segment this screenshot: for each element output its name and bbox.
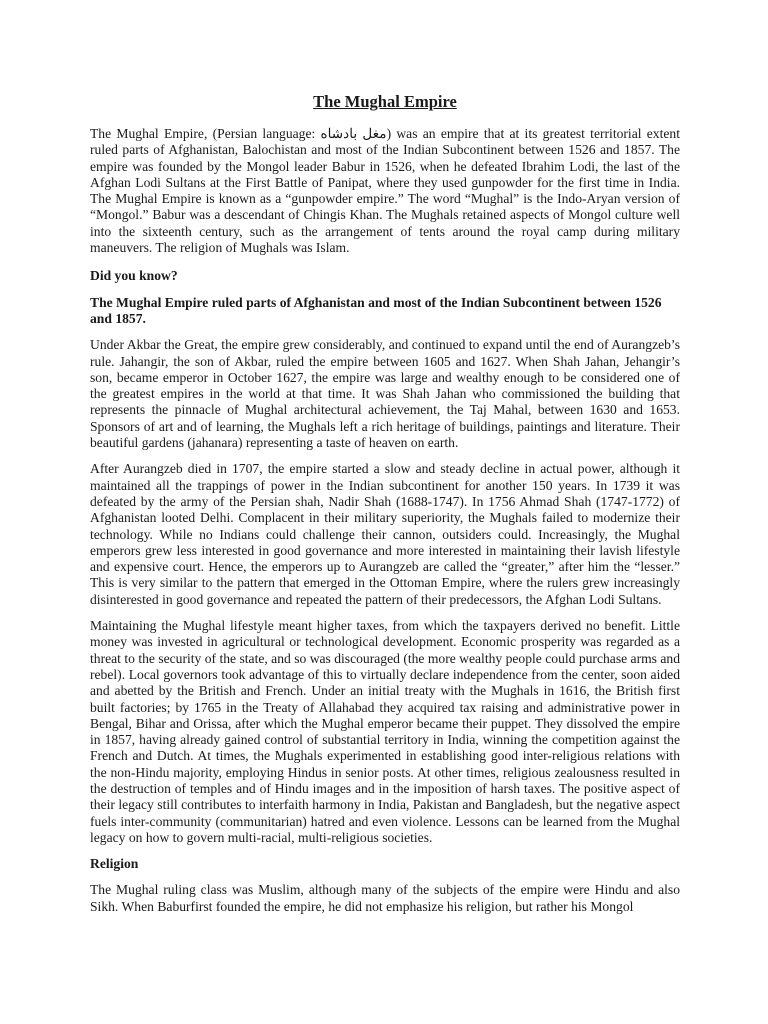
- document-title: The Mughal Empire: [313, 92, 457, 111]
- intro-paragraph: The Mughal Empire, (Persian language: مغل بادشاه) was an empire that at its greatest territorial extent ruled parts of Afghanistan, Balochistan and most of the Indian Subcontinent between 1526 and 1857. The empire was founded by the Mongol leader Babur in 1526, when he defeated Ibrahim Lodi, the last of the Afghan Lodi Sultans at the First Battle of Panipat, where they used gunpowder for the first time in India. The Mughal Empire is known as a “gunpowder empire.” The word “Mughal” is the Indo-Aryan version of “Mongol.” Babur was a descendant of Chingis Khan. The Mughals retained aspects of Mongol culture well into the sixteenth century, such as the arrangement of tents around the royal camp during military maneuvers. The religion of Mughals was Islam.: [90, 126, 680, 256]
- religion-heading: Religion: [90, 856, 139, 872]
- did-you-know-heading: Did you know?: [90, 268, 178, 284]
- religion-paragraph: The Mughal ruling class was Muslim, although many of the subjects of the empire were Hindu and also Sikh. When Baburfirst founded the empire, he did not emphasize his religion, but rather his Mongol: [90, 882, 680, 914]
- did-you-know-text: The Mughal Empire ruled parts of Afghanistan and most of the Indian Subcontinent between 1526 and 1857.: [90, 294, 662, 326]
- decline-paragraph: After Aurangzeb died in 1707, the empire started a slow and steady decline in actual power, although it maintained all the trappings of power in the Indian subcontinent for another 150 years. In 1739 it was defeated by the army of the Persian shah, Nadir Shah (1688-1747). In 1756 Ahmad Shah (1747-1772) of Afghanistan looted Delhi. Complacent in their military superiority, the Mughals failed to modernize their technology. While no Indians could challenge their cannon, outsiders could. Increasingly, the Mughal emperors grew less interested in good governance and more interested in maintaining their lavish lifestyle and expensive court. Hence, the emperors up to Aurangzeb are called the “greater,” after him the “lesser.” This is very similar to the pattern that emerged in the Ottoman Empire, where the rulers grew increasingly disinterested in good governance and repeated the pattern of their predecessors, the Afghan Lodi Sultans.: [90, 461, 680, 607]
- akbar-paragraph: Under Akbar the Great, the empire grew considerably, and continued to expand until the end of Aurangzeb’s rule. Jahangir, the son of Akbar, ruled the empire between 1605 and 1627. When Shah Jahan, Jehangir’s son, became emperor in October 1627, the empire was large and wealthy enough to be considered one of the greatest empires in the world at that time. It was Shah Jahan who commissioned the building that represents the pinnacle of Mughal architectural achievement, the Taj Mahal, between 1630 and 1653. Sponsors of art and of learning, the Mughals left a rich heritage of buildings, paintings and literature. Their beautiful gardens (jahanara) representing a taste of heaven on earth.: [90, 337, 680, 451]
- document-page: [90, 92, 680, 925]
- taxes-paragraph: Maintaining the Mughal lifestyle meant higher taxes, from which the taxpayers derived no benefit. Little money was invested in agricultural or technological development. Economic prosperity was regarded as a threat to the security of the state, and so was discouraged (the more wealthy people could purchase arms and rebel). Local governors took advantage of this to virtually declare independence from the center, soon aided and abetted by the British and French. Under an initial treaty with the Mughals in 1616, the British first built factories; by 1765 in the Treaty of Allahabad they acquired tax raising and administrative power in Bengal, Bihar and Orissa, after which the Mughal emperor became their puppet. They dissolved the empire in 1857, having already gained control of substantial territory in India, winning the competition against the French and Dutch. At times, the Mughals experimented in establishing good inter-religious relations with the non-Hindu majority, employing Hindus in senior posts. At other times, religious zealousness resulted in the destruction of temples and of Hindu images and in the imposition of harsh taxes. The positive aspect of their legacy still contributes to interfaith harmony in India, Pakistan and Bangladesh, but the negative aspect fuels inter-community (communitarian) hatred and even violence. Lessons can be learned from the Mughal legacy on how to govern multi-racial, multi-religious societies.: [90, 618, 680, 845]
